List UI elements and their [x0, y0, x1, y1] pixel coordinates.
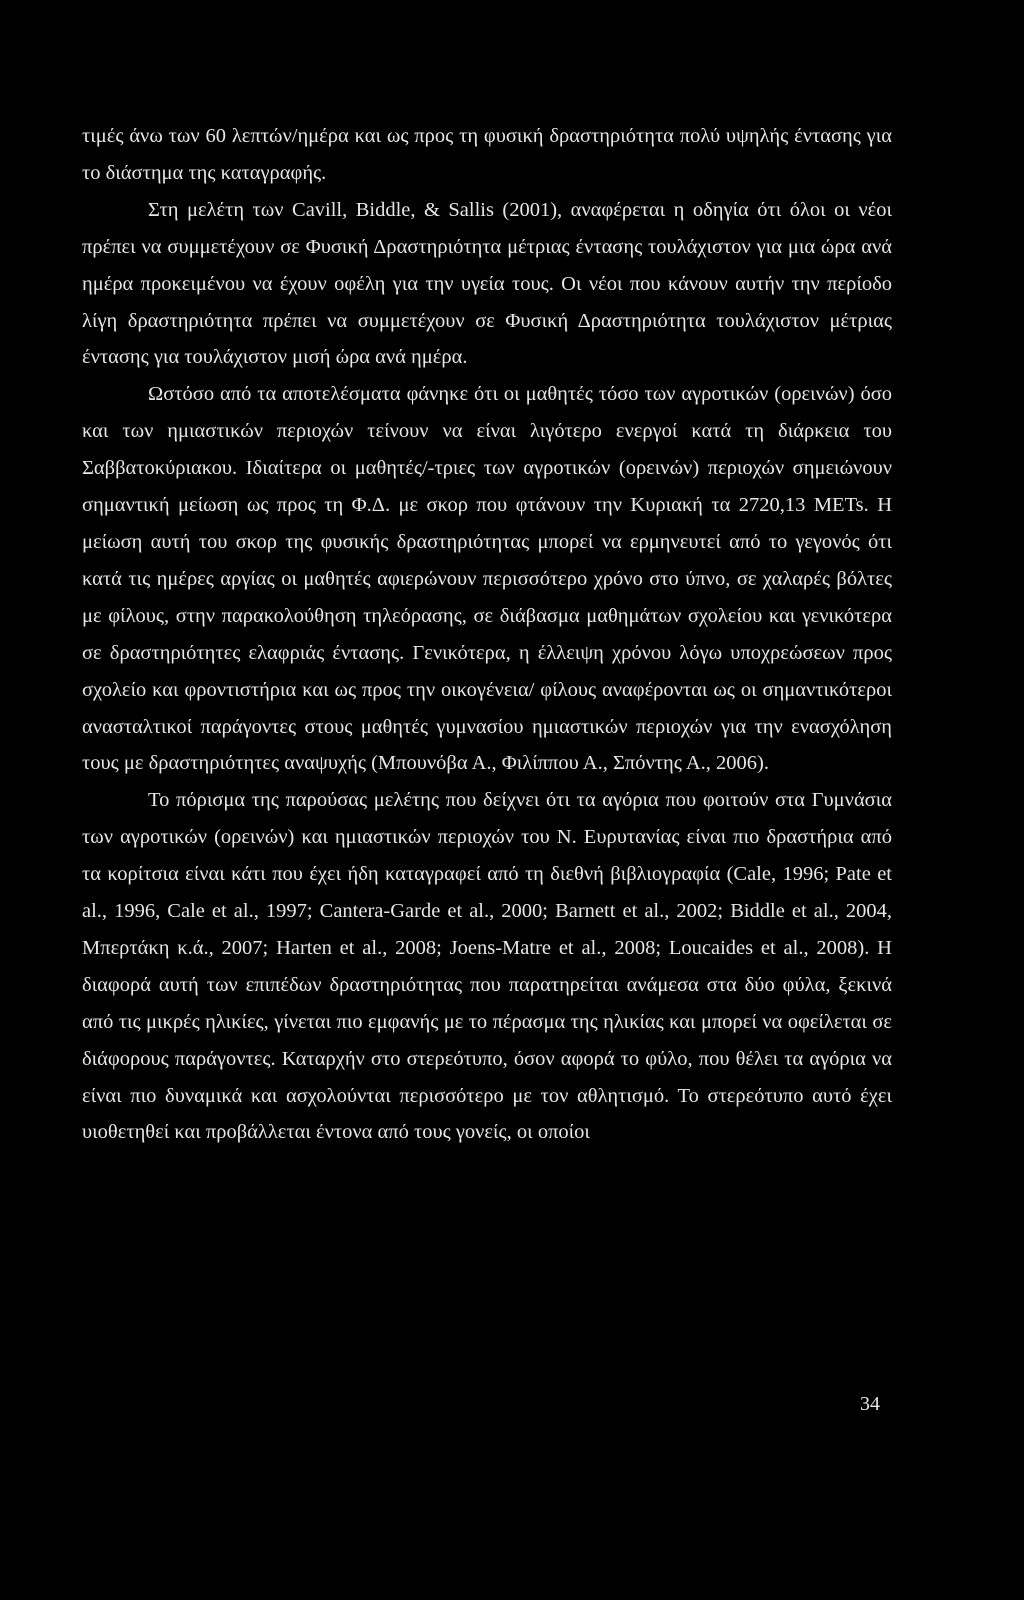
page-number: 34	[860, 1393, 880, 1415]
body-text	[82, 118, 892, 1151]
paragraph-results-weekend: Ωστόσο από τα αποτελέσματα φάνηκε ότι οι μαθητές τόσο των αγροτικών (ορεινών) όσο και των ημιαστικών περιοχών τείνουν να είναι λιγότερο ενεργοί κατά τη διάρκεια του Σαββατοκύριακου. Ιδιαίτερα οι μαθητές/-τριες των αγροτικών (ορεινών) περιοχών σημειώνουν σημαντική μείωση ως προς τη Φ.Δ. με σκορ που φτάνουν την Κυριακή τα 2720,13 METs. Η μείωση αυτή του σκορ της φυσικής δραστηριότητας μπορεί να ερμηνευτεί από το γεγονός ότι κατά τις ημέρες αργίας οι μαθητές αφιερώνουν περισσότερο χρόνο στο ύπνο, σε χαλαρές βόλτες με φίλους, στην παρακολούθηση τηλεόρασης, σε διάβασμα μαθημάτων σχολείου και γενικότερα σε δραστηριότητες ελαφριάς έντασης. Γενικότερα, η έλλειψη χρόνου λόγω υποχρεώσεων προς σχολείο και φροντιστήρια και ως προς την οικογένεια/ φίλους αναφέρονται ως οι σημαντικότεροι ανασταλτικοί παράγοντες στους μαθητές γυμνασίου ημιαστικών περιοχών για την ενασχόληση τους με δραστηριότητες αναψυχής (Μπουνόβα Α., Φιλίππου Α., Σπόντης Α., 2006).	[82, 383, 892, 775]
paragraph-gender-findings: Το πόρισμα της παρούσας μελέτης που δείχνει ότι τα αγόρια που φοιτούν στα Γυμνάσια των αγροτικών (ορεινών) και ημιαστικών περιοχών του Ν. Ευρυτανίας είναι πιο δραστήρια από τα κορίτσια είναι κάτι που έχει ήδη καταγραφεί από τη διεθνή βιβλιογραφία (Cale, 1996; Pate et al., 1996, Cale et al., 1997; Cantera-Garde et al., 2000; Barnett et al., 2002; Biddle et al., 2004, Μπερτάκη κ.ά., 2007; Harten et al., 2008; Joens-Matre et al., 2008; Loucaides et al., 2008). Η διαφορά αυτή των επιπέδων δραστηριότητας που παρατηρείται ανάμεσα στα δύο φύλα, ξεκινά από τις μικρές ηλικίες, γίνεται πιο εμφανής με το πέρασμα της ηλικίας και μπορεί να οφείλεται σε διάφορους παράγοντες. Καταρχήν στο στερεότυπο, όσον αφορά το φύλο, που θέλει τα αγόρια να είναι πιο δυναμικά και ασχολούνται περισσότερο με τον αθλητισμό. Το στερεότυπο αυτό έχει υιοθετηθεί και προβάλλεται έντονα από τους γονείς, οι οποίοι	[82, 789, 892, 1144]
paragraph-cavill-study: Στη μελέτη των Cavill, Biddle, & Sallis (2001), αναφέρεται η οδηγία ότι όλοι οι νέοι πρέπει να συμμετέχουν σε Φυσική Δραστηριότητα μέτριας έντασης τουλάχιστον για μια ώρα ανά ημέρα προκειμένου να έχουν οφέλη για την υγεία τους. Οι νέοι που κάνουν αυτήν την περίοδο λίγη δραστηριότητα πρέπει να συμμετέχουν σε Φυσική Δραστηριότητα τουλάχιστον μέτριας έντασης για τουλάχιστον μισή ώρα ανά ημέρα.	[82, 198, 892, 369]
paragraph-continuation: τιμές άνω των 60 λεπτών/ημέρα και ως προς τη φυσική δραστηριότητα πολύ υψηλής έντασης για το διάστημα της καταγραφής.	[82, 125, 892, 184]
